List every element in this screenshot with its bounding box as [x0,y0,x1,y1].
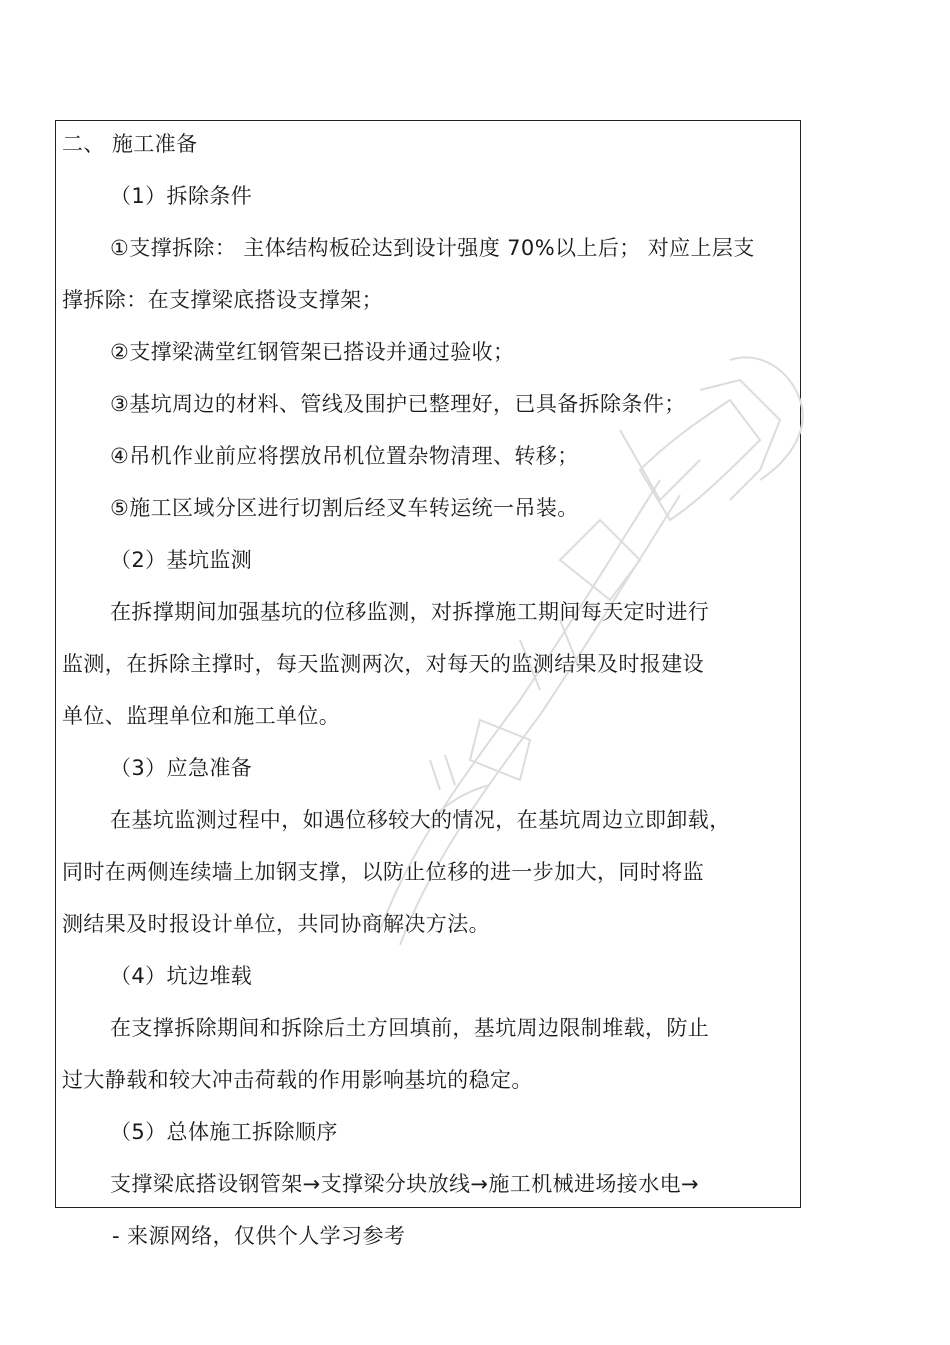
section-title: 二、 施工准备 [62,132,198,156]
paragraph-line: ③基坑周边的材料、管线及围护已整理好，已具备拆除条件； [110,392,686,416]
paragraph-line: 同时在两侧连续墙上加钢支撑，以防止位移的进一步加大，同时将监 [62,860,704,884]
subheading-pit-monitoring: （2）基坑监测 [110,548,253,572]
paragraph-line: 在支撑拆除期间和拆除后土方回填前，基坑周边限制堆载，防止 [110,1016,710,1040]
subheading-removal-conditions: （1）拆除条件 [110,184,253,208]
paragraph-line: ④吊机作业前应将摆放吊机位置杂物清理、转移； [110,444,579,468]
subheading-edge-loading: （4）坑边堆载 [110,964,253,988]
paragraph-line: 在拆撑期间加强基坑的位移监测，对拆撑施工期间每天定时进行 [110,600,710,624]
paragraph-line: ①支撑拆除： 主体结构板砼达到设计强度 70%以上后； 对应上层支 [110,236,755,260]
paragraph-line: ⑤施工区域分区进行切割后经叉车转运统一吊装。 [110,496,579,520]
paragraph-line: 过大静载和较大冲击荷载的作用影响基坑的稳定。 [62,1068,533,1092]
paragraph-line: ②支撑梁满堂红钢管架已搭设并通过验收； [110,340,515,364]
footer-note: - 来源网络，仅供个人学习参考 [112,1224,406,1248]
paragraph-line: 测结果及时报设计单位，共同协商解决方法。 [62,912,490,936]
paragraph-line: 单位、监理单位和施工单位。 [62,704,341,728]
paragraph-line: 支撑梁底搭设钢管架→支撑梁分块放线→施工机械进场接水电→ [110,1172,699,1196]
subheading-removal-sequence: （5）总体施工拆除顺序 [110,1120,338,1144]
subheading-emergency-preparation: （3）应急准备 [110,756,253,780]
paragraph-line: 撑拆除：在支撑梁底搭设支撑架； [62,288,383,312]
paragraph-line: 在基坑监测过程中，如遇位移较大的情况，在基坑周边立即卸载， [110,808,731,832]
paragraph-line: 监测，在拆除主撑时，每天监测两次，对每天的监测结果及时报建设 [62,652,704,676]
